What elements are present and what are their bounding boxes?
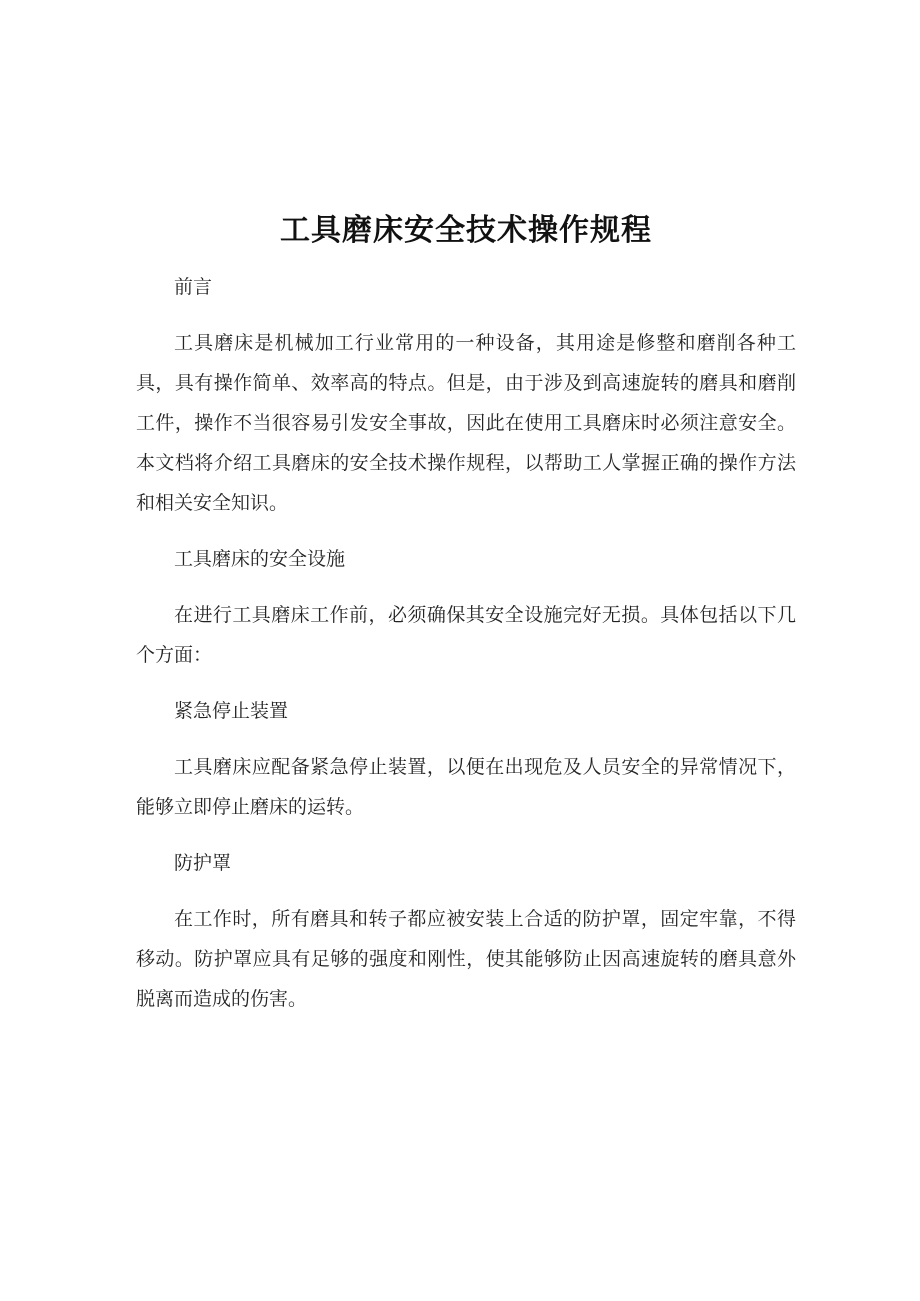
paragraph-guard: 在工作时，所有磨具和转子都应被安装上合适的防护罩，固定牢靠，不得移动。防护罩应具有足够的强度和刚性，使其能够防止因高速旋转的磨具意外脱离而造成的伤害。 [136,908,796,1010]
document-title: 工具磨床安全技术操作规程 [280,213,652,248]
section-heading-emergency-stop: 紧急停止装置 [174,700,289,722]
document-content [136,205,796,1035]
section-heading-preface: 前言 [174,276,213,298]
section-heading-guard: 防护罩 [174,852,232,874]
section-heading-safety-facilities: 工具磨床的安全设施 [174,548,346,570]
paragraph-emergency-stop: 工具磨床应配备紧急停止装置，以便在出现危及人员安全的异常情况下，能够立即停止磨床的运转。 [136,756,796,818]
paragraph-preface: 工具磨床是机械加工行业常用的一种设备，其用途是修整和磨削各种工具，具有操作简单、效率高的特点。但是，由于涉及到高速旋转的磨具和磨削工件，操作不当很容易引发安全事故，因此在使用工具磨床时必须注意安全。本文档将介绍工具磨床的安全技术操作规程，以帮助工人掌握正确的操作方法和相关安全知识。 [136,332,796,514]
paragraph-safety-facilities: 在进行工具磨床工作前，必须确保其安全设施完好无损。具体包括以下几个方面： [136,604,796,666]
